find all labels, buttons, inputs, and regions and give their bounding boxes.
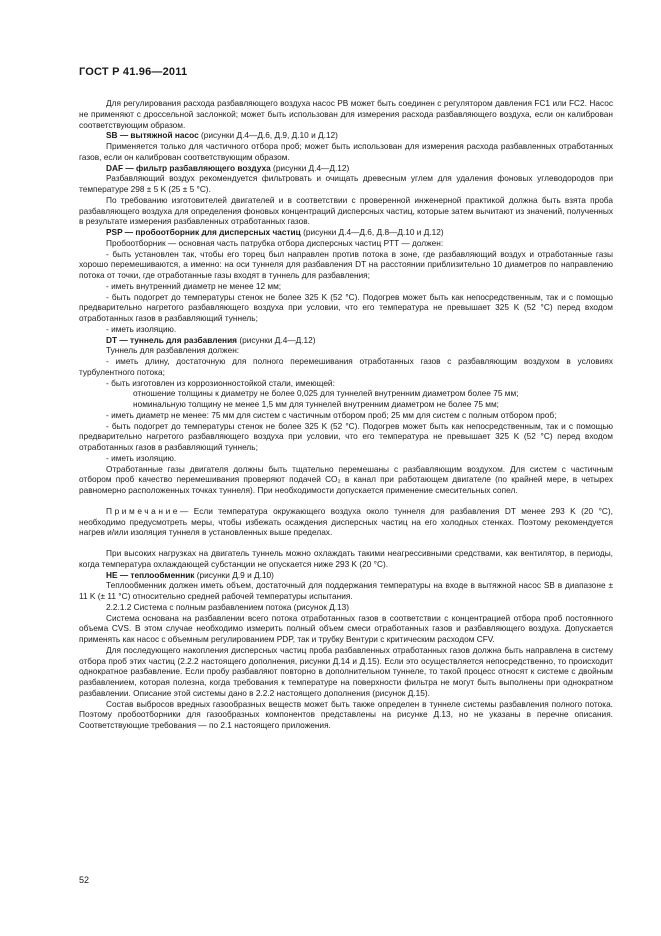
paragraph: Система основана на разбавлении всего потока отработанных газов в соответствии с концентрацией отбора проб постоянного объема CVS. В этом случае необходимо измерить полный объем смеси отработанных газов и разбавляющего воздуха. Допускается применять как насос с объемным регулированием PDP, так и трубку Вентури с критическим расходом CFV. bbox=[79, 612, 613, 644]
paragraph: По требованию изготовителей двигателей и в соответствии с проверенной инженерной практикой должна быть взята проба разбавляющего воздуха для определения фоновых концентраций дисперсных частиц, которые затем вычитают из значений, полученных в результате измерения разбавленных отработанных газов. bbox=[79, 194, 613, 227]
figure-ref: (рисунки Д.4—Д.12) bbox=[270, 162, 350, 173]
note-label: Примечание bbox=[106, 505, 181, 516]
term-heading bbox=[79, 335, 613, 346]
paragraph: При высоких нагрузках на двигатель туннель можно охлаждать такими неагрессивными средствами, как вентилятор, в периоды, когда температура охлаждающей субстанции не опускается ниже 293 K (20 °C). bbox=[79, 548, 613, 569]
list-item: - иметь внутренний диаметр не менее 12 мм; bbox=[106, 280, 282, 291]
list-item: - быть установлен так, чтобы его торец был направлен против потока в зоне, где разбавляющий воздух и отработанные газы хорошо перемешиваются, а именно: на оси туннеля для разбавления DT на расстоянии приблизительно 10 диаметров по направлению потока от точки, где отработанные газы входят в туннель для разбавления; bbox=[79, 248, 613, 280]
paragraph: Теплообменник должен иметь объем, достаточный для поддержания температуры на входе в вытяжной насос SB в диапазоне ± 11 K (± 11 °C) относительно средней рабочей температуры испытания. bbox=[79, 580, 613, 601]
paragraph: Состав выбросов вредных газообразных веществ может быть также определен в туннеле системы разбавления полного потока. Поэтому пробоотборники для газообразных компонентов представлены на рисунке Д.13, но не указаны в перечне описания. Соответствующие требования — по 2.1 настоящего приложения. bbox=[79, 698, 613, 730]
note-text: — Если температура окружающего воздуха около туннеля для разбавления DT менее 293 K (20 °C), необходимо предусмотреть меры, чтобы избежать осаждения дисперсных частиц на его холодных стенках. Поэтому рекомендуется нагрев и/или изоляция туннеля в установленных выше пределах. bbox=[79, 505, 613, 538]
document-body bbox=[79, 98, 613, 731]
paragraph: Для регулирования расхода разбавляющего воздуха насос PB может быть соединен с регулятором давления FC1 или FC2. Насос не применяют с дроссельной заслонкой; может быть использован для измерения расхода разбавляющего воздуха, если он калиброван соответствующим образом. bbox=[79, 98, 613, 130]
term-label: HE — теплообменник bbox=[106, 569, 195, 580]
list-item: - иметь изоляцию. bbox=[106, 452, 177, 463]
term-heading bbox=[79, 163, 613, 174]
paragraph: Для последующего накопления дисперсных частиц проба разбавленных отработанных газов должна быть направлена в систему отбора проб этих частиц (2.2.2 настоящего дополнения, рисунки Д.14 и Д.15). Если это осуществляется непосредственно, то происходит однократное разбавление. Если пробу разбавляют повторно в дополнительном туннеле, то такой процесс относят к системе с двойным разбавлением, которая полезна, когда требования к температуре на поверхности фильтра не могут быть выполнены при однократном разбавлении. Описание этой системы дано в 2.2.2 настоящего дополнения (рисунок Д.15). bbox=[79, 644, 613, 698]
list-item: - иметь диаметр не менее: 75 мм для систем с частичным отбором проб; 25 мм для систем с полным отбором проб; bbox=[106, 409, 557, 420]
term-label: DAF — фильтр разбавляющего воздуха bbox=[106, 162, 271, 173]
list-item: - иметь изоляцию. bbox=[106, 323, 177, 334]
list-item: - быть подогрет до температуры стенок не более 325 K (52 °C). Подогрев может быть как непосредственным, так и с помощью предварительно нагретого разбавляющего воздуха при условии, что его температура не превышает 325 K (52 °C) перед входом отработанных газов в разбавляющий туннель; bbox=[79, 291, 613, 323]
document-code: ГОСТ Р 41.96—2011 bbox=[79, 66, 188, 78]
figure-ref: (рисунки Д.9 и Д.10) bbox=[194, 569, 274, 580]
section-heading: 2.2.1.2 Система с полным разбавлением потока (рисунок Д.13) bbox=[106, 601, 350, 612]
term-label: PSP — пробоотборник для дисперсных частиц bbox=[106, 227, 301, 237]
paragraph: Пробоотборник — основная часть патрубка отбора дисперсных частиц PTT — должен: bbox=[106, 237, 444, 248]
sub-list-item: отношение толщины к диаметру не более 0,025 для туннелей внутренним диаметром более 75 мм; bbox=[133, 388, 519, 399]
list-item: - быть подогрет до температуры стенок не более 325 K (52 °C). Подогрев может быть как непосредственным, так и с помощью предварительно нагретого разбавляющего воздуха при условии, что его температура не превышает 325 K (52 °C) перед входом отработанных газов в разбавляющий туннель; bbox=[79, 420, 613, 452]
sub-list-item: номинальную толщину не менее 1,5 мм для туннелей внутренним диаметром не более 75 мм; bbox=[133, 399, 499, 409]
list-item: - иметь длину, достаточную для полного перемешивания отработанных газов с разбавляющим воздухом в условиях турбулентного потока; bbox=[79, 356, 613, 377]
paragraph: Разбавляющий воздух рекомендуется фильтровать и очищать древесным углем для удаления фоновых углеводородов при температуре 298 ± 5 K (25 ± 5 °C). bbox=[79, 173, 613, 194]
page-number: 52 bbox=[79, 875, 90, 885]
term-label: SB — вытяжной насос bbox=[106, 130, 199, 141]
term-heading bbox=[79, 570, 613, 581]
paragraph: Туннель для разбавления должен: bbox=[106, 345, 240, 356]
figure-ref: (рисунки Д.4—Д.6, Д.8—Д.10 и Д.12) bbox=[300, 227, 444, 237]
term-heading bbox=[79, 227, 613, 238]
term-heading bbox=[79, 130, 613, 141]
note bbox=[79, 506, 613, 538]
list-item: - быть изготовлен из коррозионностойкой стали, имеющей: bbox=[106, 377, 335, 388]
term-label: DT — туннель для разбавления bbox=[106, 334, 238, 345]
page-header bbox=[79, 66, 187, 78]
paragraph: Применяется только для частичного отбора проб; может быть использован для измерения расхода разбавленных отработанных газов, если он калиброван соответствующим образом. bbox=[79, 141, 613, 162]
paragraph: Отработанные газы двигателя должны быть тщательно перемешаны с разбавляющим воздухом. Для систем с частичным отбором проб качество перемешивания проверяют подачей CO₂ в канал при работающем двигателе (по крайней мере, в четырех равномерно расположенных точках туннеля). При необходимости допускается применение смесительных сопел. bbox=[79, 463, 613, 495]
figure-ref: (рисунки Д.4—Д.6, Д.9, Д.10 и Д.12) bbox=[198, 130, 338, 141]
figure-ref: (рисунки Д.4—Д.12) bbox=[237, 334, 316, 345]
